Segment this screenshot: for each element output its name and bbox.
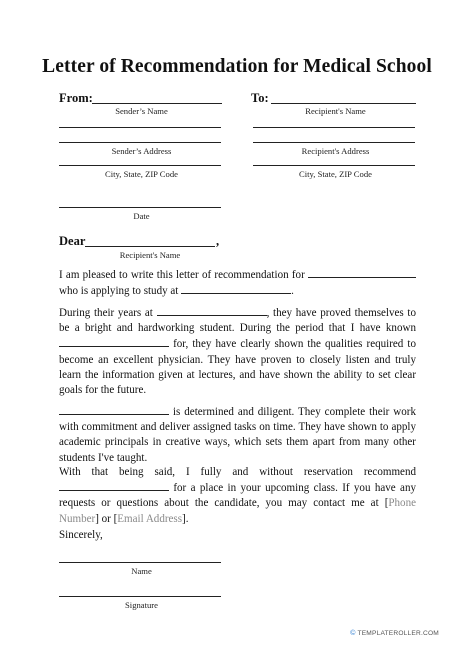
sender-address-caption: Sender’s Address [111,146,172,156]
paragraph-4 [59,465,416,527]
recipient-address-caption: Recipient's Address [301,146,370,156]
closing-sincerely: Sincerely, [59,529,103,541]
salutation-comma: , [216,234,220,248]
p4-text-c: ] or [ [95,512,118,525]
sender-name-line[interactable] [92,103,222,104]
sender-address-line-1[interactable] [59,127,221,128]
recipient-address-line-2[interactable] [253,142,415,143]
p4-text-d: ]. [182,512,189,525]
recipient-city-caption: City, State, ZIP Code [299,169,372,179]
sender-address-line-2[interactable] [59,142,221,143]
sender-name-caption: Sender’s Name [115,106,168,116]
document-title: Letter of Recommendation for Medical School [42,56,432,77]
name-caption: Name [131,566,152,576]
sender-city-caption: City, State, ZIP Code [105,169,178,179]
footer-brand-text: TEMPLATEROLLER.COM [357,630,439,637]
dear-label: Dear [59,234,86,248]
institution-blank[interactable] [157,305,267,316]
footer-brand[interactable] [350,630,439,637]
paragraph-3 [59,404,416,466]
from-label: From: [59,91,93,105]
email-placeholder[interactable]: Email Address [117,512,183,525]
p4-text-b: for a place in your upcoming class. If you have any requests or questions about the candidate, you may contact me at [ [59,482,416,510]
recipient-city-line[interactable] [253,165,415,166]
phone-placeholder[interactable]: Phone Number [59,497,416,525]
student-name-blank[interactable] [308,267,416,278]
student-name-blank-3[interactable] [59,404,169,415]
to-label: To: [251,91,269,105]
date-line[interactable] [59,207,221,208]
sender-city-line[interactable] [59,165,221,166]
paragraph-1 [59,267,416,299]
p2-text-a: During their years at [59,307,153,319]
student-name-blank-2[interactable] [59,336,169,347]
signature-caption: Signature [125,600,158,610]
school-name-blank[interactable] [181,283,291,294]
recipient-name-line[interactable] [271,103,416,104]
p1-text-c: . [291,285,294,298]
p2-text-b: , they have proved themselves to be a bright and hardworking student. During the period that I have known [59,307,417,335]
signature-line[interactable] [59,596,221,597]
paragraph-2 [59,305,416,398]
p2-text-c: for, they have clearly shown the qualities required to become an excellent physician. They have proven to closely listen and truly learn the information given at lectures, and have shown the ability to set clear goals for the future. [59,338,416,397]
student-name-blank-4[interactable] [59,480,169,491]
p4-text-a: With that being said, I fully and without reservation recommend [59,466,416,478]
recipient-address-line-1[interactable] [253,127,415,128]
date-caption: Date [133,211,150,221]
p1-text-b: who is applying to study at [59,285,179,298]
recipient-name-caption: Recipient's Name [305,106,366,116]
p3-text-b: is determined and diligent. They complete their work with commitment and deliver assigned tasks on time. They have shown to apply academic principals in creative ways, which sets them apart from many other students I've taught. [59,406,416,464]
copyright-icon: © [350,630,356,637]
salutation-name-line[interactable] [85,246,215,247]
name-line[interactable] [59,562,221,563]
salutation-caption: Recipient's Name [119,250,181,260]
p1-text-a: I am pleased to write this letter of recommendation for [59,269,305,281]
